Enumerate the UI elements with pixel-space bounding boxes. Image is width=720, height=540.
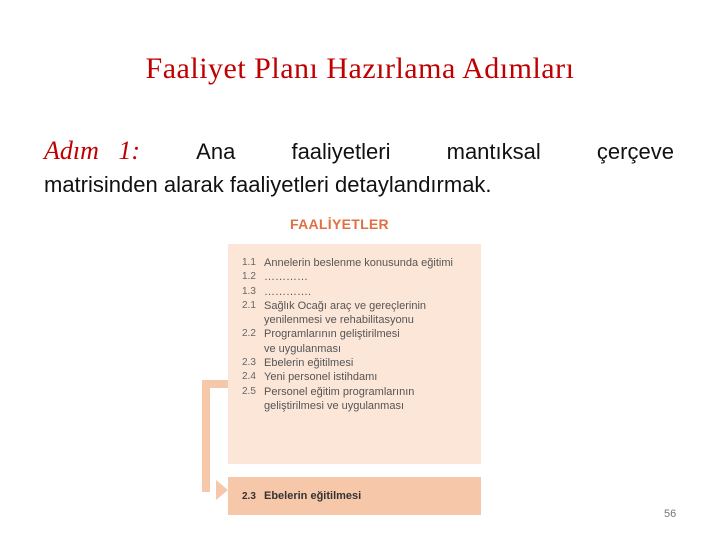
step-word: faaliyetleri — [291, 139, 391, 164]
activity-text: ve uygulanması — [264, 342, 342, 355]
activity-number: 1.3 — [242, 285, 256, 297]
activity-number: 2.3 — [242, 357, 256, 369]
activity-item — [242, 342, 481, 356]
activity-text: geliştirilmesi ve uygulanması — [264, 399, 404, 412]
step-word: Ana — [196, 139, 236, 164]
selected-activity-number: 2.3 — [242, 490, 256, 502]
activity-item — [242, 399, 481, 413]
activity-number: 2.1 — [242, 299, 256, 311]
figure-heading: FAALİYETLER — [290, 216, 389, 232]
activity-item — [242, 370, 481, 384]
activity-item — [242, 385, 481, 399]
step-word: mantıksal — [446, 139, 541, 164]
activity-item — [242, 299, 481, 313]
activity-list — [228, 244, 481, 413]
activity-text: ………… — [264, 271, 308, 284]
arrow-head-icon — [216, 480, 228, 500]
activity-text: yenilenmesi ve rehabilitasyonu — [264, 314, 414, 327]
activity-text: Sağlık Ocağı araç ve gereçlerinin — [264, 299, 427, 312]
activity-item — [242, 256, 481, 270]
activity-text: Ebelerin eğitilmesi — [264, 357, 354, 370]
activity-number — [242, 313, 264, 327]
selected-activity-box — [228, 477, 481, 515]
activity-text: …………. — [264, 285, 312, 298]
activity-text: Yeni personel istihdamı — [264, 371, 378, 384]
step-label: Adım 1: — [44, 136, 141, 165]
activity-number: 2.4 — [242, 371, 256, 383]
activity-text: Personel eğitim programlarının — [264, 385, 415, 398]
step-word: çerçeve — [596, 139, 674, 164]
activity-number — [242, 342, 264, 356]
activity-item — [242, 356, 481, 370]
selected-activity-text: Ebelerin eğitilmesi — [264, 490, 362, 502]
arrow-connector — [202, 380, 228, 492]
activity-number: 2.5 — [242, 385, 256, 397]
activity-number — [242, 399, 264, 413]
activity-item — [242, 270, 481, 284]
activity-item — [242, 285, 481, 299]
step-line-2: matrisinden alarak faaliyetleri detaylandırmak. — [44, 172, 492, 197]
activity-number: 2.2 — [242, 328, 256, 340]
step-line-1 — [44, 136, 674, 166]
slide-title: Faaliyet Planı Hazırlama Adımları — [145, 52, 575, 85]
activity-number: 1.1 — [242, 257, 256, 268]
activity-text: Programlarının geliştirilmesi — [264, 328, 400, 341]
activity-item — [242, 313, 481, 327]
activities-box — [228, 244, 481, 464]
activity-number: 1.2 — [242, 271, 256, 283]
activity-text: Annelerin beslenme konusunda eğitimi — [264, 257, 453, 269]
activity-item — [242, 327, 481, 341]
page-number: 56 — [664, 508, 677, 520]
